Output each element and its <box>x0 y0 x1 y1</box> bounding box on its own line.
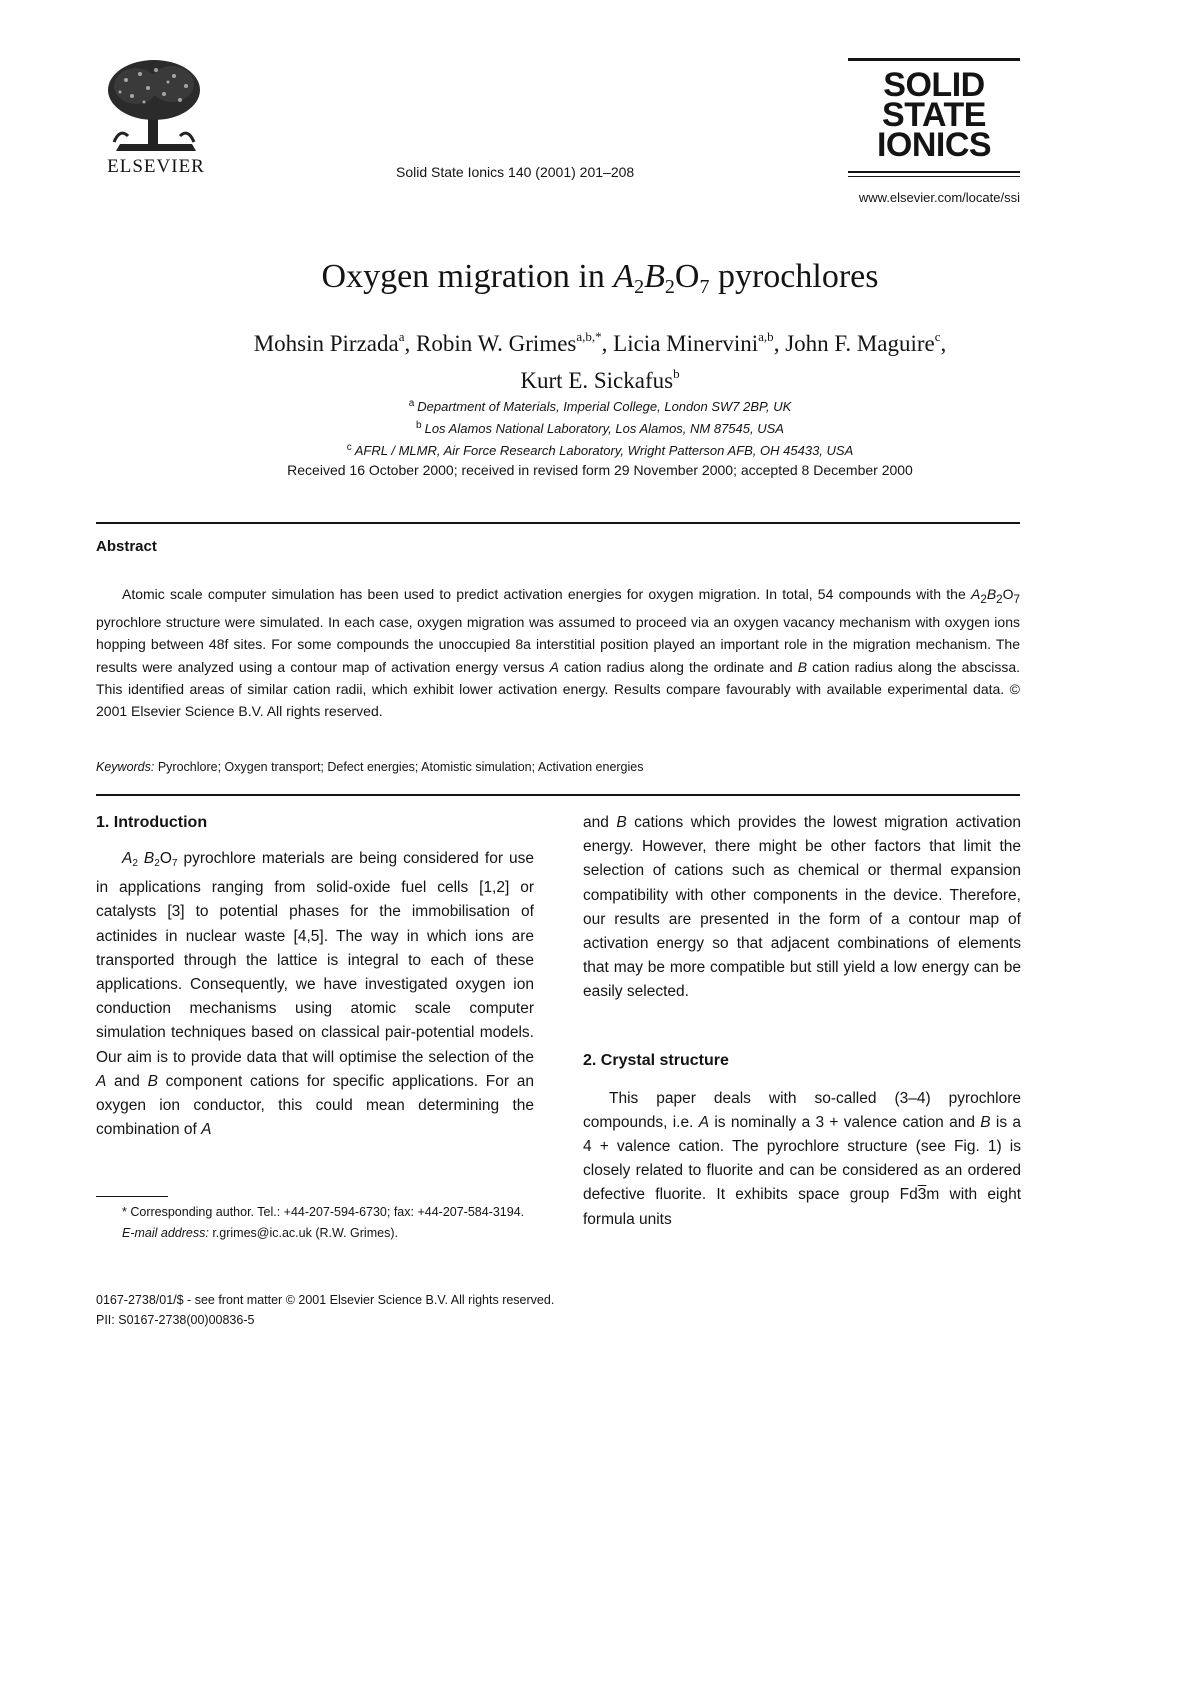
author-affil-mark: a,b <box>758 329 774 344</box>
symbol-b: B <box>797 658 808 675</box>
symbol-b: B <box>616 814 627 831</box>
crystal-structure-paragraph <box>583 1087 1021 1232</box>
symbol-b: B <box>147 1072 158 1090</box>
formula-o: O <box>159 850 172 867</box>
intro-cont-text-2: cations which provides the lowest migration activation energy. However, there might be other factors that limit the selection of cations such as chemical or thermal expansion compatibility with other components in the device. Therefore, our results are presented in the form of a contour map of activation energy so that adjacent combinations of elements that may be more compatible but still yield a low energy can be easily selected. <box>583 814 1021 1001</box>
formula-sub: 2 <box>996 592 1003 606</box>
article-dates: Received 16 October 2000; received in revised form 29 November 2000; accepted 8 December 2000 <box>287 462 913 478</box>
title-tail: pyrochlores <box>717 258 879 295</box>
email-label: E-mail address: <box>122 1226 209 1240</box>
issn-line: 0167-2738/01/$ - see front matter © 2001 Elsevier Science B.V. All rights reserved. <box>96 1293 555 1307</box>
formula-sub: 2 <box>132 858 138 869</box>
section-heading-crystal-structure: 2. Crystal structure <box>583 1051 729 1069</box>
introduction-continuation <box>583 811 1021 1005</box>
abstract-bottom-rule <box>96 794 1020 796</box>
abstract-text-2: pyrochlore structure were simulated. In each case, oxygen migration was assumed to proceed via an oxygen vacancy mechanism with oxygen ions hopping between 48f sites. For some compounds the unoccupied 8a interstitial position played an important role in the migration mechanism. The results were analyzed using a contour map of activation energy versus <box>96 614 1020 675</box>
right-column <box>583 811 1021 1232</box>
crystal-text-4: m with eight formula units <box>583 1186 1022 1228</box>
affiliation-mark: a <box>408 398 415 409</box>
title-formula-sub: 2 <box>664 276 675 298</box>
author-separator: , <box>940 331 947 356</box>
title-formula-o: O <box>674 258 700 295</box>
brand-line-1: SOLID <box>883 66 985 104</box>
crystal-text-1: This paper deals with so-called (3–4) pyrochlore compounds, i.e. <box>583 1089 1021 1131</box>
pii-line: PII: S0167-2738(00)00836-5 <box>96 1313 255 1327</box>
intro-text-1: pyrochlore materials are being considered for use in applications ranging from solid-oxide fuel cells [1,2] or catalysts [3] to potential phases for the immobilisation of actinides in nuclear waste [4,5]. The way in which ions are transported through the lattice is integral to each of these applications. Consequently, we have investigated oxygen ion conduction mechanisms using atomic scale computer simulation techniques based on classical pair-potential models. Our aim is to provide data that will optimise the selection of the <box>96 850 534 1066</box>
author-line-2 <box>0 359 1200 396</box>
affiliation-b <box>0 416 1200 438</box>
symbol-a: A <box>698 1113 710 1131</box>
author-name: Robin W. Grimes <box>416 331 577 356</box>
journal-citation: Solid State Ionics 140 (2001) 201–208 <box>396 164 635 180</box>
keywords <box>96 760 1020 774</box>
author-list <box>0 322 1200 396</box>
affiliation-c <box>0 438 1200 460</box>
title-formula-a: A <box>613 258 635 295</box>
author-separator: , <box>601 331 614 356</box>
abstract-heading: Abstract <box>96 538 157 555</box>
author-affil-mark: b <box>673 366 680 381</box>
author-affil-mark: c <box>934 329 941 344</box>
symbol-a: A <box>549 658 559 675</box>
formula-sub: 7 <box>171 858 178 869</box>
copyright-footer <box>96 1290 554 1330</box>
article-title <box>0 258 1200 299</box>
crystal-text-3: is a 4 + valence cation. The pyrochlore structure (see Fig. 1) is closely related to fluorite and can be considered as an ordered defective fluorite. It exhibits space group Fd <box>583 1113 1021 1204</box>
left-column <box>96 811 534 1142</box>
affiliation-text: Los Alamos National Laboratory, Los Alamos, NM 87545, USA <box>424 421 784 436</box>
abstract-top-rule <box>96 522 1020 524</box>
formula-o: O <box>1002 586 1014 602</box>
affiliation-text: AFRL / MLMR, Air Force Research Laboratory, Wright Patterson AFB, OH 45433, USA <box>354 443 854 458</box>
abstract-text-1: Atomic scale computer simulation has been used to predict activation energies for oxygen migration. In total, 54 compounds with the <box>122 586 966 602</box>
author-name: John F. Maguire <box>785 331 935 356</box>
email-note <box>96 1223 534 1244</box>
formula-b: B <box>986 586 997 602</box>
brand-rule-thin <box>848 176 1020 177</box>
abstract-text-3: cation radius along the ordinate and <box>564 658 793 675</box>
keywords-label: Keywords: <box>96 760 155 774</box>
formula-a: A <box>970 586 981 602</box>
intro-cont-text-1: and <box>583 814 609 831</box>
abstract-text-4: cation radius along the abscissa. This identified areas of similar cation radii, which exhibit lower activation energy. Results compare favourably with available experimental data. © 2001 Elsevier Science B.V. All rights reserved. <box>96 658 1021 720</box>
formula-b: B <box>143 850 155 867</box>
keywords-list: Pyrochlore; Oxygen transport; Defect energies; Atomistic simulation; Activation energies <box>157 760 644 774</box>
footnote-rule <box>96 1196 168 1197</box>
author-affil-mark: a <box>398 329 405 344</box>
brand-top-rule <box>848 58 1020 61</box>
affiliation-a <box>0 394 1200 416</box>
introduction-paragraph <box>96 847 534 1142</box>
journal-url-link[interactable]: www.elsevier.com/locate/ssi <box>858 190 1020 205</box>
symbol-a: A <box>96 1072 107 1090</box>
section-heading-introduction: 1. Introduction <box>96 814 208 831</box>
affiliations <box>0 394 1200 460</box>
crystal-text-2: is nominally a 3 + valence cation and <box>714 1113 975 1131</box>
corresponding-author-note: * Corresponding author. Tel.: +44-207-594-6730; fax: +44-207-584-3194. <box>122 1205 525 1219</box>
brand-rule <box>848 171 1020 173</box>
formula-sub: 7 <box>1013 592 1021 606</box>
author-line-1 <box>0 322 1200 359</box>
title-lead: Oxygen migration in <box>321 258 605 295</box>
space-group-bar-digit: 3 <box>917 1186 927 1204</box>
author-affil-mark: a,b,* <box>576 329 602 344</box>
brand-line-2: STATE <box>882 96 986 134</box>
formula-sub: 2 <box>154 858 160 869</box>
author-separator: , <box>773 331 786 356</box>
title-formula-sub: 2 <box>634 276 645 298</box>
affiliation-mark: c <box>346 442 352 453</box>
intro-text-3: component cations for specific applications. For an oxygen ion conductor, this could mean determining the combination of <box>96 1072 534 1139</box>
author-name: Mohsin Pirzada <box>253 331 399 356</box>
formula-sub: 2 <box>980 592 987 606</box>
affiliation-text: Department of Materials, Imperial College, London SW7 2BP, UK <box>417 399 792 414</box>
author-name: Licia Minervini <box>613 331 759 356</box>
formula-a: A <box>122 850 133 867</box>
symbol-a: A <box>201 1121 212 1139</box>
email-address-link[interactable]: r.grimes@ic.ac.uk (R.W. Grimes). <box>212 1226 398 1240</box>
abstract-body <box>96 583 1020 723</box>
intro-text-2: and <box>114 1072 140 1090</box>
brand-line-3: IONICS <box>876 126 992 164</box>
publisher-name: ELSEVIER <box>107 156 205 177</box>
author-name: Kurt E. Sickafus <box>520 368 674 393</box>
footnotes <box>96 1202 534 1244</box>
symbol-b: B <box>980 1113 991 1131</box>
author-separator: , <box>404 331 416 356</box>
journal-brand <box>848 66 1020 164</box>
affiliation-mark: b <box>416 420 422 431</box>
title-formula-sub: 7 <box>699 276 710 298</box>
title-formula-b: B <box>644 258 665 295</box>
